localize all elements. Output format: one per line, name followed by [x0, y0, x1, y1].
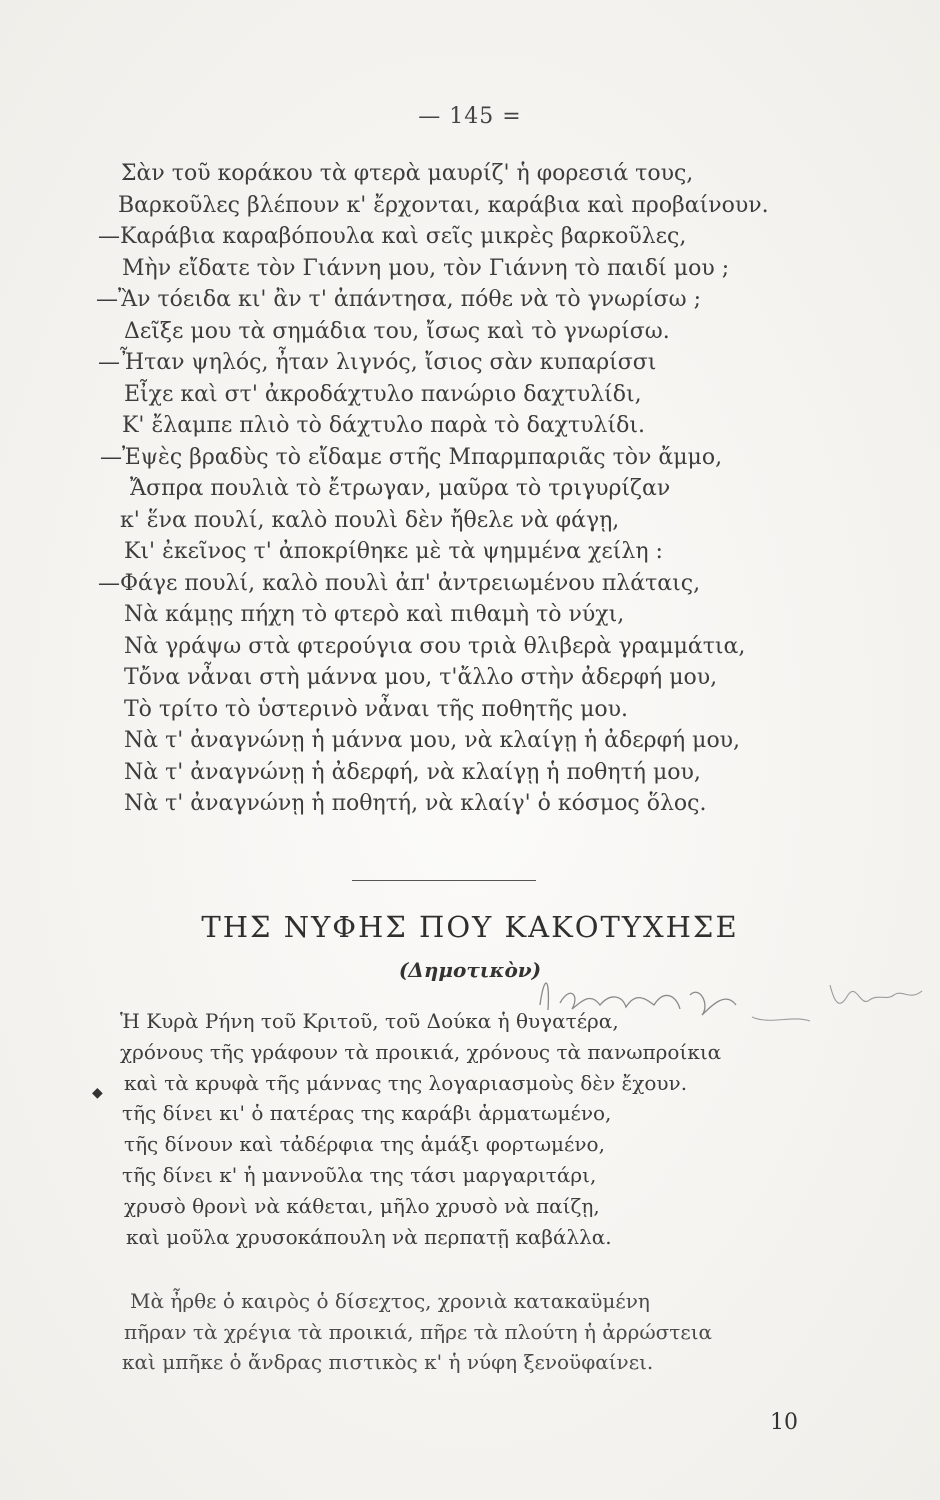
page-number: — 145 = — [418, 104, 522, 129]
poem-1-line: Νὰ κάμῃς πήχη τὸ φτερὸ καὶ πιθαμὴ τὸ νύχι, — [124, 602, 625, 627]
poem-2-line: χρόνους τῆς γράφουν τὰ προικιά, χρόνους τὰ πανωπροίκια — [120, 1039, 722, 1064]
poem-1-line: Νὰ τ' ἀναγνώνῃ ἡ μάννα μου, νὰ κλαίγῃ ἡ ἀδερφή μου, — [124, 728, 741, 753]
poem-1-line: Τὸ τρίτο τὸ ὑστερινὸ νἆναι τῆς ποθητῆς μου. — [124, 696, 629, 722]
poem-1-line: —Ἐψὲς βραδὺς τὸ εἴδαμε στῆς Μπαρμπαριᾶς τὸν ἄμμο, — [100, 444, 723, 470]
poem-1 — [0, 158, 769, 820]
poem-1-line: κ' ἕνα πουλί, καλὸ πουλὶ δὲν ἤθελε νὰ φάγῃ, — [120, 507, 620, 533]
poem-1-line: Δεῖξε μου τὰ σημάδια του, ἴσως καὶ τὸ γνωρίσω. — [124, 318, 670, 344]
section-subtitle: (Δημοτικὸν) — [398, 958, 542, 982]
poem-1-line: Νὰ τ' ἀναγνώνῃ ἡ ποθητή, νὰ κλαίγ' ὁ κόσμος ὅλος. — [124, 791, 707, 816]
poem-1-line: Κ' ἔλαμπε πλιὸ τὸ δάχτυλο παρὰ τὸ δαχτυλίδι. — [122, 413, 645, 438]
poem-2-line: τῆς δίνει κ' ἡ μαννοῦλα της τάσι μαργαριτάρι, — [122, 1162, 597, 1187]
poem-2-line: τῆς δίνουν καὶ τἀδέρφια της ἁμάξι φορτωμένο, — [124, 1132, 605, 1157]
poem-1-line: Μὴν εἴδατε τὸν Γιάννη μου, τὸν Γιάννη τὸ παιδί μου ; — [122, 255, 730, 281]
poem-3-line: καὶ μπῆκε ὁ ἄνδρας πιστικὸς κ' ἡ νύφη ξενοϋφαίνει. — [122, 1350, 654, 1374]
poem-3-line: πῆραν τὰ χρέγια τὰ προικιά, πῆρε τὰ πλούτη ἡ ἀρρώστεια — [124, 1319, 713, 1344]
poem-1-line: Νὰ τ' ἀναγνώνῃ ἡ ἀδερφή, νὰ κλαίγῃ ἡ ποθητή μου, — [124, 759, 701, 785]
poem-1-line: Κι' ἐκεῖνος τ' ἀποκρίθηκε μὲ τὰ ψημμένα χείλη : — [124, 539, 663, 564]
poem-1-line: Τὄνα νἆναι στὴ μάννα μου, τ'ἄλλο στὴν ἀδερφή μου, — [124, 665, 718, 690]
poem-1-line: —Φάγε πουλί, καλὸ πουλὶ ἀπ' ἀντρειωμένου πλάταις, — [98, 570, 701, 596]
corner-number: 10 — [770, 1410, 798, 1435]
poem-1-line: Εἶχε καὶ στ' ἀκροδάχτυλο πανώριο δαχτυλίδι, — [124, 381, 642, 407]
poem-2-line: καὶ μοῦλα χρυσοκάπουλη νὰ περπατῇ καβάλλα. — [126, 1224, 612, 1249]
poem-1-line: Βαρκοῦλες βλέπουν κ' ἔρχονται, καράβια καὶ προβαίνουν. — [118, 192, 769, 218]
poem-3-line: Μὰ ἦρθε ὁ καιρὸς ὁ δίσεχτος, χρονιὰ κατακαϋμένη — [130, 1289, 650, 1313]
poem-1-line: Σὰν τοῦ κοράκου τὰ φτερὰ μαυρίζ' ἡ φορεσιά τους, — [121, 161, 694, 186]
poem-1-line: —Ἦταν ψηλός, ἦταν λιγνός, ἴσιος σὰν κυπαρίσσι — [98, 350, 657, 375]
poem-2-line: τῆς δίνει κι' ὁ πατέρας της καράβι ἁρματωμένο, — [122, 1101, 612, 1126]
poem-1-line: Νὰ γράψω στὰ φτερούγια σου τριὰ θλιβερὰ γραμμάτια, — [124, 633, 746, 659]
poem-2-line: χρυσὸ θρονὶ νὰ κάθεται, μῆλο χρυσὸ νὰ παίζῃ, — [124, 1193, 600, 1218]
poem-3 — [0, 1286, 712, 1378]
poem-2-line: Ἡ Κυρὰ Ρήνη τοῦ Κριτοῦ, τοῦ Δούκα ἡ θυγατέρα, — [120, 1009, 619, 1033]
poem-2-line: καὶ τὰ κρυφὰ τῆς μάννας της λογαριασμοὺς δὲν ἔχουν. — [124, 1070, 688, 1095]
section-divider — [352, 880, 536, 881]
section-title: ΤΗΣ ΝΥΦΗΣ ΠΟΥ ΚΑΚΟΤΥΧΗΣΕ — [201, 910, 739, 944]
poem-1-line: —Καράβια καραβόπουλα καὶ σεῖς μικρὲς βαρκοῦλες, — [98, 224, 687, 249]
poem-1-line: —Ἂν τόειδα κι' ἂν τ' ἀπάντησα, πόθε νὰ τὸ γνωρίσω ; — [96, 287, 701, 312]
poem-2 — [0, 1006, 721, 1252]
poem-1-line: Ἄσπρα πουλιὰ τὸ ἔτρωγαν, μαῦρα τὸ τριγυρίζαν — [130, 476, 671, 501]
margin-mark: ◆ — [92, 1085, 103, 1101]
